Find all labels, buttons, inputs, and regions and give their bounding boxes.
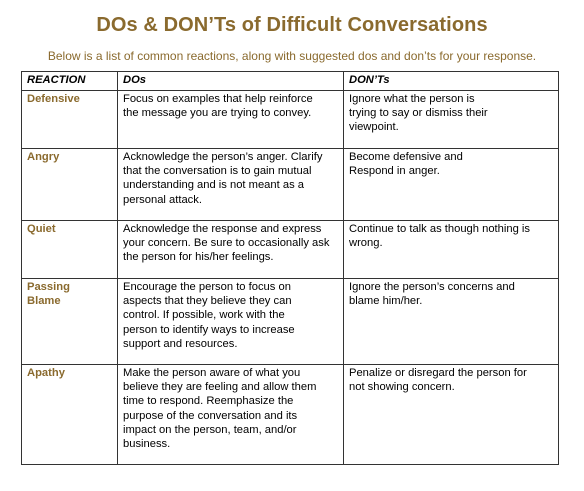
dos-cell [118, 221, 344, 279]
page-title: DOs & DON’Ts of Difficult Conversations [96, 14, 488, 36]
reactions-table [21, 71, 559, 465]
dos-line: your concern. Be sure to occasionally ask [123, 237, 330, 250]
donts-line: Ignore the person’s concerns and [349, 281, 515, 293]
donts-line: trying to say or dismiss their [349, 107, 488, 120]
reaction-label: Apathy [27, 367, 65, 379]
donts-cell [344, 149, 559, 221]
reaction-label: Defensive [27, 93, 80, 105]
dos-cell [118, 365, 344, 465]
reaction-cell [22, 91, 118, 149]
dos-line: believe they are feeling and allow them [123, 381, 317, 394]
dos-cell [118, 149, 344, 221]
table-row [22, 279, 559, 365]
donts-line: viewpoint. [349, 121, 399, 134]
dos-line: support and resources. [123, 337, 238, 350]
donts-cell [344, 279, 559, 365]
dos-line: aspects that they believe they can [123, 295, 292, 308]
reaction-cell [22, 221, 118, 279]
dos-line: control. If possible, work with the [123, 309, 285, 322]
reaction-label: Passing [27, 281, 70, 293]
donts-line: Penalize or disregard the person for [349, 367, 527, 379]
donts-line: Become defensive and [349, 151, 463, 163]
reaction-label: Quiet [27, 223, 56, 235]
reaction-label: Angry [27, 151, 60, 163]
dos-line: that the conversation is to gain mutual [123, 165, 312, 178]
dos-line: time to respond. Reemphasize the [123, 395, 294, 408]
table-row [22, 149, 559, 221]
table-row [22, 91, 559, 149]
table-row [22, 365, 559, 465]
dos-cell [118, 91, 344, 149]
reaction-label: Blame [27, 295, 61, 308]
dos-line: purpose of the conversation and its [123, 409, 298, 422]
header-reaction: REACTION [22, 72, 118, 91]
page-subtitle: Below is a list of common reactions, along with suggested dos and don’ts for your response. [47, 49, 537, 63]
header-donts: DON’Ts [344, 72, 559, 91]
dos-line: the message you are trying to convey. [123, 107, 312, 120]
table-header-row [22, 72, 559, 91]
donts-cell [344, 365, 559, 465]
donts-cell [344, 221, 559, 279]
dos-line: the person for his/her feelings. [123, 251, 274, 264]
reaction-cell [22, 149, 118, 221]
dos-line: Encourage the person to focus on [123, 281, 291, 293]
donts-line: Continue to talk as though nothing is [349, 223, 530, 235]
dos-line: understanding and is not meant as a [123, 179, 304, 192]
table-row [22, 221, 559, 279]
dos-line: personal attack. [123, 193, 202, 206]
donts-line: Respond in anger. [349, 165, 440, 178]
donts-line: blame him/her. [349, 295, 423, 308]
dos-line: Acknowledge the person’s anger. Clarify [123, 151, 323, 163]
donts-cell [344, 91, 559, 149]
donts-line: Ignore what the person is [349, 93, 475, 105]
donts-line: wrong. [349, 237, 383, 250]
dos-line: Focus on examples that help reinforce [123, 93, 313, 105]
reaction-cell [22, 365, 118, 465]
dos-line: impact on the person, team, and/or [123, 423, 297, 436]
reaction-cell [22, 279, 118, 365]
header-dos: DOs [118, 72, 344, 91]
dos-line: Make the person aware of what you [123, 367, 301, 379]
dos-line: business. [123, 438, 171, 451]
dos-line: person to identify ways to increase [123, 323, 295, 336]
donts-line: not showing concern. [349, 381, 455, 394]
dos-cell [118, 279, 344, 365]
dos-line: Acknowledge the response and express [123, 223, 322, 235]
